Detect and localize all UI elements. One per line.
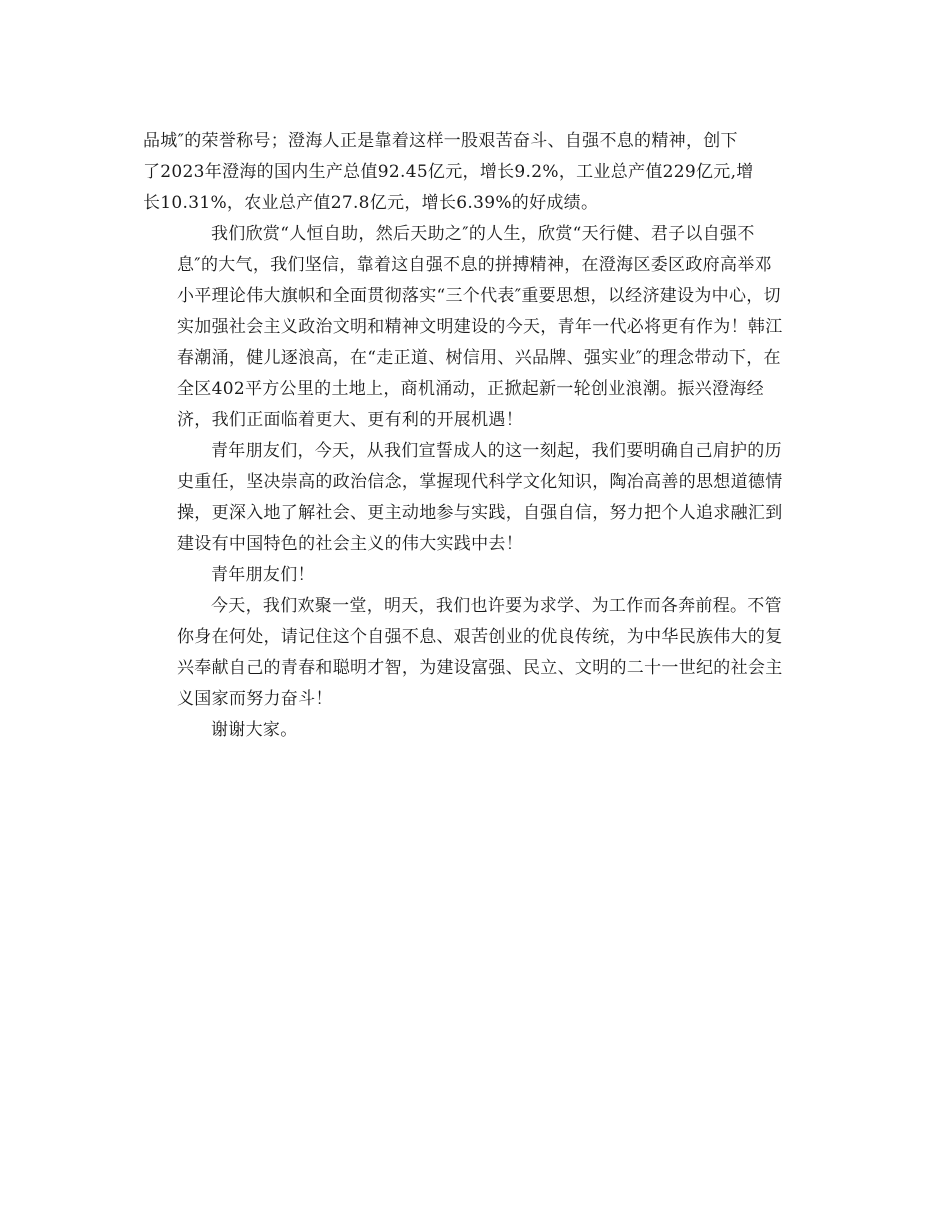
text-line: 史重任，坚决崇高的政治信念，掌握现代科学文化知识，陶冶高善的思想道德情 — [177, 472, 783, 492]
text-line: 义国家而努力奋斗！ — [177, 689, 333, 709]
paragraph-5 — [143, 591, 808, 715]
text-line: 兴奉献自己的青春和聪明才智，为建设富强、民立、文明的二十一世纪的社会主 — [177, 658, 783, 678]
paragraph-4 — [143, 560, 808, 591]
text-line: 品城″的荣誉称号；澄海人正是靠着这样一股艰苦奋斗、自强不息的精神，创下 — [143, 131, 738, 151]
text-line: 建设有中国特色的社会主义的伟大实践中去！ — [177, 534, 523, 554]
text-line: 你身在何处，请记住这个自强不息、艰苦创业的优良传统，为中华民族伟大的复 — [177, 627, 783, 647]
text-line: 我们欣赏“人恒自助，然后天助之″的人生，欣赏“天行健、君子以自强不 — [211, 224, 755, 244]
text-line: 春潮涌，健儿逐浪高，在“走正道、树信用、兴品牌、强实业″的理念带动下，在 — [177, 348, 781, 368]
text-line: 了2023年澄海的国内生产总值92.45亿元，增长9.2%，工业总产值229亿元,增 — [143, 162, 754, 182]
text-line: 青年朋友们，今天，从我们宣誓成人的这一刻起，我们要明确自己肩护的历 — [211, 441, 782, 461]
text-line: 小平理论伟大旗帜和全面贯彻落实“三个代表″重要思想，以经济建设为中心，切 — [177, 286, 781, 306]
text-line: 谢谢大家。 — [211, 720, 298, 740]
text-line: 济，我们正面临着更大、更有利的开展机遇！ — [177, 410, 523, 430]
document-body — [143, 126, 808, 746]
paragraph-6 — [143, 715, 808, 746]
text-line: 操，更深入地了解社会、更主动地参与实践，自强自信，努力把个人追求融汇到 — [177, 503, 783, 523]
text-line: 长10.31%，农业总产值27.8亿元，增长6.39%的好成绩。 — [143, 193, 599, 213]
text-line: 息″的大气，我们坚信，靠着这自强不息的拼搏精神，在澄海区委区政府高举邓 — [177, 255, 772, 275]
text-line: 青年朋友们！ — [211, 565, 315, 585]
text-line: 全区402平方公里的土地上，商机涌动，正掀起新一轮创业浪潮。振兴澄海经 — [177, 379, 764, 399]
paragraph-3 — [143, 436, 808, 560]
paragraph-2 — [143, 219, 808, 436]
text-line: 实加强社会主义政治文明和精神文明建设的今天，青年一代必将更有作为！韩江 — [177, 317, 783, 337]
paragraph-1 — [143, 126, 808, 219]
text-line: 今天，我们欢聚一堂，明天，我们也许要为求学、为工作而各奔前程。不管 — [211, 596, 782, 616]
